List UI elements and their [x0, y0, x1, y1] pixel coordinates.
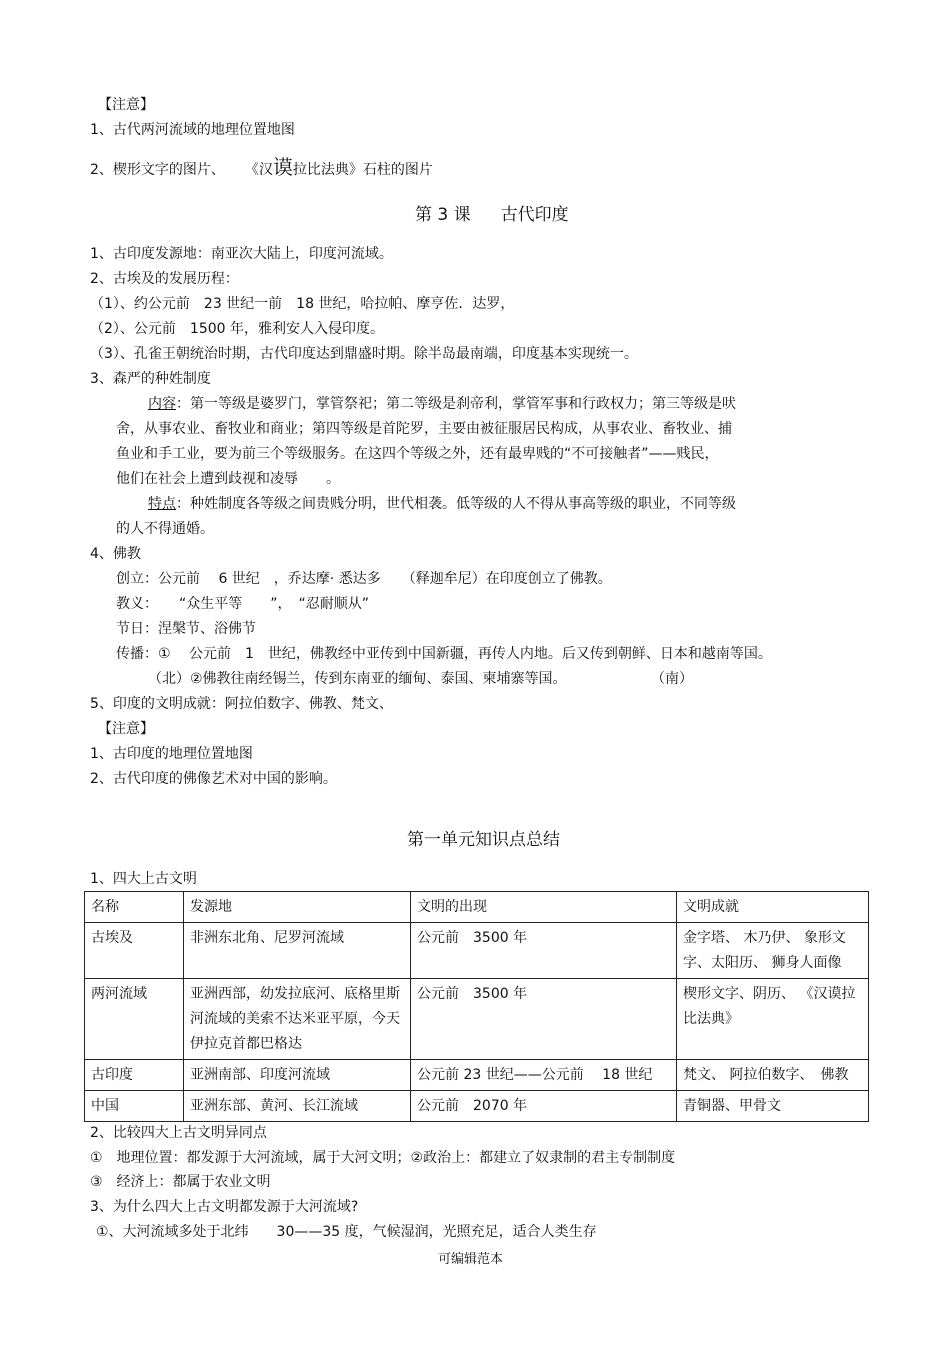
note-item-2-c: 拉比法典》石柱的图片	[292, 162, 433, 178]
buddhism-spread-3: （南）	[651, 671, 693, 687]
table-row	[85, 979, 869, 1060]
note-item-2-big-char: 谟	[272, 155, 293, 179]
lesson-name: 古代印度	[500, 205, 569, 225]
summary-q2-b: ③ 经济上：都属于农业文明	[90, 1174, 271, 1190]
table-row	[85, 923, 869, 979]
table-row	[85, 1091, 869, 1122]
buddhism-festival: 节日：涅槃节、浴佛节	[116, 621, 256, 637]
note-heading: 【注意】	[98, 97, 154, 113]
feature-label: 特点	[148, 496, 176, 512]
feature-text-1: ：种姓制度各等级之间贵贱分明，世代相袭。低等级的人不得从事高等级的职业，不同等级	[176, 496, 736, 512]
history-item-3: （3）、孔雀王朝统治时期，古代印度达到鼎盛时期。除半岛最南端，印度基本实现统一。	[90, 346, 638, 362]
table-header-cell: 发源地	[184, 892, 411, 923]
lesson-number: 第 3 课	[415, 205, 471, 225]
note-2-item-2: 2、古代印度的佛像艺术对中国的影响。	[90, 771, 337, 787]
table-cell: 青铜器、甲骨文	[677, 1091, 869, 1122]
summary-q1: 1、四大上古文明	[90, 871, 197, 887]
summary-q3: 3、为什么四大上古文明都发源于大河流域?	[90, 1199, 359, 1215]
table-cell: 古印度	[85, 1060, 184, 1091]
caste-content-3: 鱼业和手工业，要为前三个等级服务。在这四个等级之外，还有最卑贱的“不可接触者”——贱民，	[116, 446, 719, 462]
note-2-item-1: 1、古印度的地理位置地图	[90, 746, 253, 762]
civilizations-table	[84, 891, 869, 1122]
table-cell: 金字塔、 木乃伊、 象形文字、太阳历、 狮身人面像	[677, 923, 869, 979]
summary-q3-a: ①、大河流域多处于北纬 30——35 度，气候湿润，光照充足，适合人类生存	[96, 1224, 597, 1240]
buddhism-spread-1: 传播：① 公元前 1 世纪，佛教经中亚传到中国新疆，再传人内地。后又传到朝鲜、日本和越南等国。	[116, 646, 772, 662]
table-cell: 两河流域	[85, 979, 184, 1060]
table-header-cell: 文明的出现	[411, 892, 677, 923]
content-text-1: ：第一等级是婆罗门，掌管祭祀；第二等级是刹帝利，掌管军事和行政权力；第三等级是吠	[176, 396, 736, 412]
history-item-2: （2）、公元前 1500 年，雅利安人入侵印度。	[90, 321, 384, 337]
table-cell: 公元前 3500 年	[411, 979, 677, 1060]
lesson-title	[415, 206, 569, 224]
history-heading: 2、古埃及的发展历程：	[90, 271, 239, 287]
note-item-2	[90, 155, 433, 179]
table-cell: 古埃及	[85, 923, 184, 979]
caste-content-2: 舍，从事农业、畜牧业和商业；第四等级是首陀罗，主要由被征服居民构成，从事农业、畜牧业、捕	[116, 421, 732, 437]
caste-content-1	[148, 395, 736, 413]
note-item-2-a: 2、楔形文字的图片、	[90, 162, 225, 178]
caste-heading: 3、森严的种姓制度	[90, 371, 211, 387]
summary-q2-a: ① 地理位置：都发源于大河流域，属于大河文明；②政治上：都建立了奴隶制的君主专制制度	[90, 1150, 676, 1166]
note-heading-2: 【注意】	[98, 721, 154, 737]
table-cell: 公元前 3500 年	[411, 923, 677, 979]
table-cell: 非洲东北角、尼罗河流域	[184, 923, 411, 979]
summary-title: 第一单元知识点总结	[407, 830, 560, 850]
summary-q2: 2、比较四大上古文明异同点	[90, 1125, 267, 1141]
table-cell: 公元前 2070 年	[411, 1091, 677, 1122]
caste-feature-1	[148, 495, 736, 513]
caste-feature-2: 的人不得通婚。	[116, 521, 214, 537]
table-row	[85, 1060, 869, 1091]
buddhism-founding: 创立：公元前 6 世纪 ，乔达摩· 悉达多 （释迦牟尼）在印度创立了佛教。	[116, 571, 612, 587]
origin-line: 1、古印度发源地：南亚次大陆上，印度河流域。	[90, 246, 393, 262]
buddhism-doctrine: 教义： “众生平等 ”， “忍耐顺从”	[116, 596, 370, 612]
table-cell: 亚洲南部、印度河流域	[184, 1060, 411, 1091]
note-item-2-b: 《汉	[244, 162, 273, 178]
table-header-cell: 文明成就	[677, 892, 869, 923]
history-item-1: （1）、约公元前 23 世纪一前 18 世纪，哈拉帕、摩亨佐．达罗，	[90, 296, 515, 312]
page-footer: 可编辑范本	[438, 1252, 504, 1267]
buddhism-spread-2: （北）②佛教往南经锡兰，传到东南亚的缅甸、泰国、柬埔寨等国。	[148, 671, 567, 687]
table-header-cell: 名称	[85, 892, 184, 923]
content-label: 内容	[148, 396, 176, 412]
buddhism-heading: 4、佛教	[90, 546, 141, 562]
note-item-1: 1、古代两河流域的地理位置地图	[90, 122, 295, 138]
table-cell: 中国	[85, 1091, 184, 1122]
achievements-line: 5、印度的文明成就：阿拉伯数字、佛教、梵文、	[90, 696, 393, 712]
table-cell: 亚洲东部、黄河、长江流域	[184, 1091, 411, 1122]
table-cell: 亚洲西部，幼发拉底河、底格里斯河流域的美索不达米亚平原，今天伊拉克首都巴格达	[184, 979, 411, 1060]
caste-content-4: 他们在社会上遭到歧视和凌辱 。	[116, 471, 340, 487]
table-cell: 梵文、 阿拉伯数字、 佛教	[677, 1060, 869, 1091]
table-cell: 公元前 23 世纪——公元前 18 世纪	[411, 1060, 677, 1091]
table-header-row	[85, 892, 869, 923]
table-cell: 楔形文字、阴历、 《汉谟拉比法典》	[677, 979, 869, 1060]
